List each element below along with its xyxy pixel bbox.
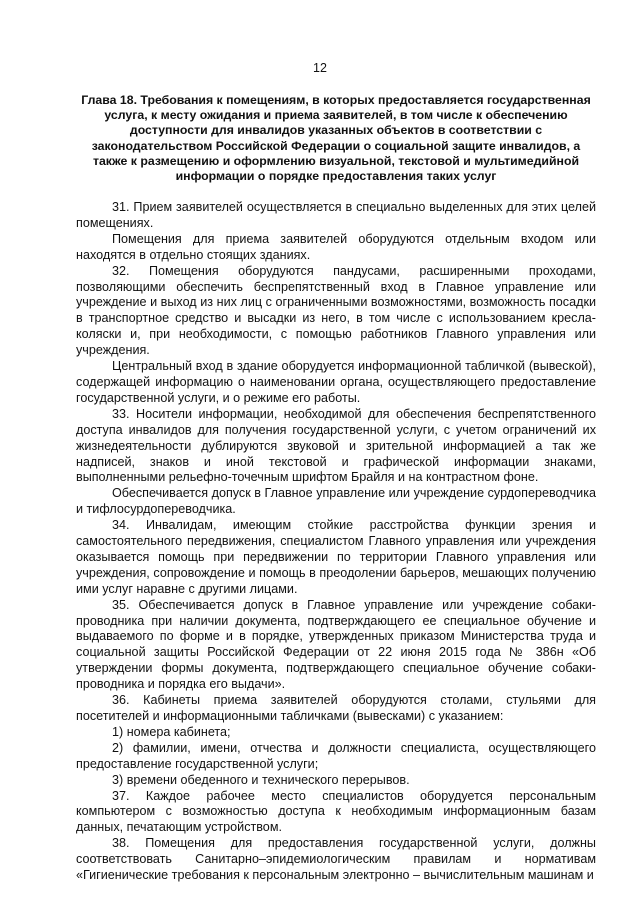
paragraph-32-entrance: Центральный вход в здание оборудуется информационной табличкой (вывеской), содержащей информацию о наименовании органа, осуществляющего предоставление государственной услуги, и о режиме его работы.: [76, 359, 596, 405]
chapter-title: Глава 18. Требования к помещениям, в которых предоставляется государственная услуга, к месту ожидания и приема заявителей, в том числе к обеспечению доступности для инвалидов указанных объектов в соответствии с законодательством Российской Федерации о социальной защите инвалидов, а также к размещению и оформлению визуальной, текстовой и мультимедийной информации о порядке предоставления таких услуг: [81, 93, 591, 184]
paragraph-37: 37. Каждое рабочее место специалистов оборудуется персональным компьютером с возможностью доступа к необходимым информационным базам данных, печатающим устройством.: [76, 788, 596, 835]
paragraph-38: 38. Помещения для предоставления государственной услуги, должны соответствовать Санитарно–эпидемиологическим правилам и нормативам «Гигиенические требования к персональным электронно – вычислительным машинам и: [76, 836, 596, 883]
paragraph-32: 32. Помещения оборудуются пандусами, расширенными проходами, позволяющими обеспечить беспрепятственный вход в Главное управление или учреждение и выход из них лиц с ограниченными возможностями, возможность посадки в транспортное средство и высадки из него, в том числе с использованием кресла-коляски и, при необходимости, с помощью работников Главного управления или учреждения.: [76, 263, 596, 358]
paragraph-33-interpreter: Обеспечивается допуск в Главное управление или учреждение сурдопереводчика и тифлосурдопереводчика.: [76, 486, 596, 517]
paragraph-36-item-3: 3) времени обеденного и технического перерывов.: [112, 772, 410, 787]
paragraph-36-item-1: 1) номера кабинета;: [112, 724, 231, 739]
paragraph-33: 33. Носители информации, необходимой для обеспечения беспрепятственного доступа инвалидов для получения государственной услуги, с учетом ограничений их жизнедеятельности дублируются звуковой и зрительной информацией а так же надписей, знаков и иной текстовой и графической информации знаками, выполненными рельефно-точечным шрифтом Брайля и на контрастном фоне.: [76, 406, 596, 485]
paragraph-31: 31. Прием заявителей осуществляется в специально выделенных для этих целей помещениях.: [76, 200, 596, 230]
body-text: [76, 200, 596, 884]
paragraph-35: 35. Обеспечивается допуск в Главное управление или учреждение собаки-проводника при наличии документа, подтверждающего ее специальное обучение и выдаваемого по форме и в порядке, утвержденных приказом Министерства труда и социальной защиты Российской Федерации от 22 июня 2015 года № 386н «Об утверждении формы документа, подтверждающего специальное обучение собаки-проводника и порядка его выдачи».: [76, 597, 596, 692]
page-number: 12: [313, 61, 327, 75]
paragraph-36: 36. Кабинеты приема заявителей оборудуются столами, стульями для посетителей и информационными табличками (вывесками) с указанием:: [76, 693, 596, 723]
paragraph-36-item-2: 2) фамилии, имени, отчества и должности специалиста, осуществляющего предоставление государственной услуги;: [76, 740, 596, 771]
paragraph-31-premises: Помещения для приема заявителей оборудуются отдельным входом или находятся в отдельно стоящих зданиях.: [76, 231, 596, 262]
paragraph-34: 34. Инвалидам, имеющим стойкие расстройства функции зрения и самостоятельного передвижения, специалистом Главного управления или учреждения оказывается помощь при передвижении по территории Главного управления или учреждения, сопровождение и помощь в преодолении барьеров, мешающих получению ими услуг наравне с другими лицами.: [76, 518, 596, 596]
